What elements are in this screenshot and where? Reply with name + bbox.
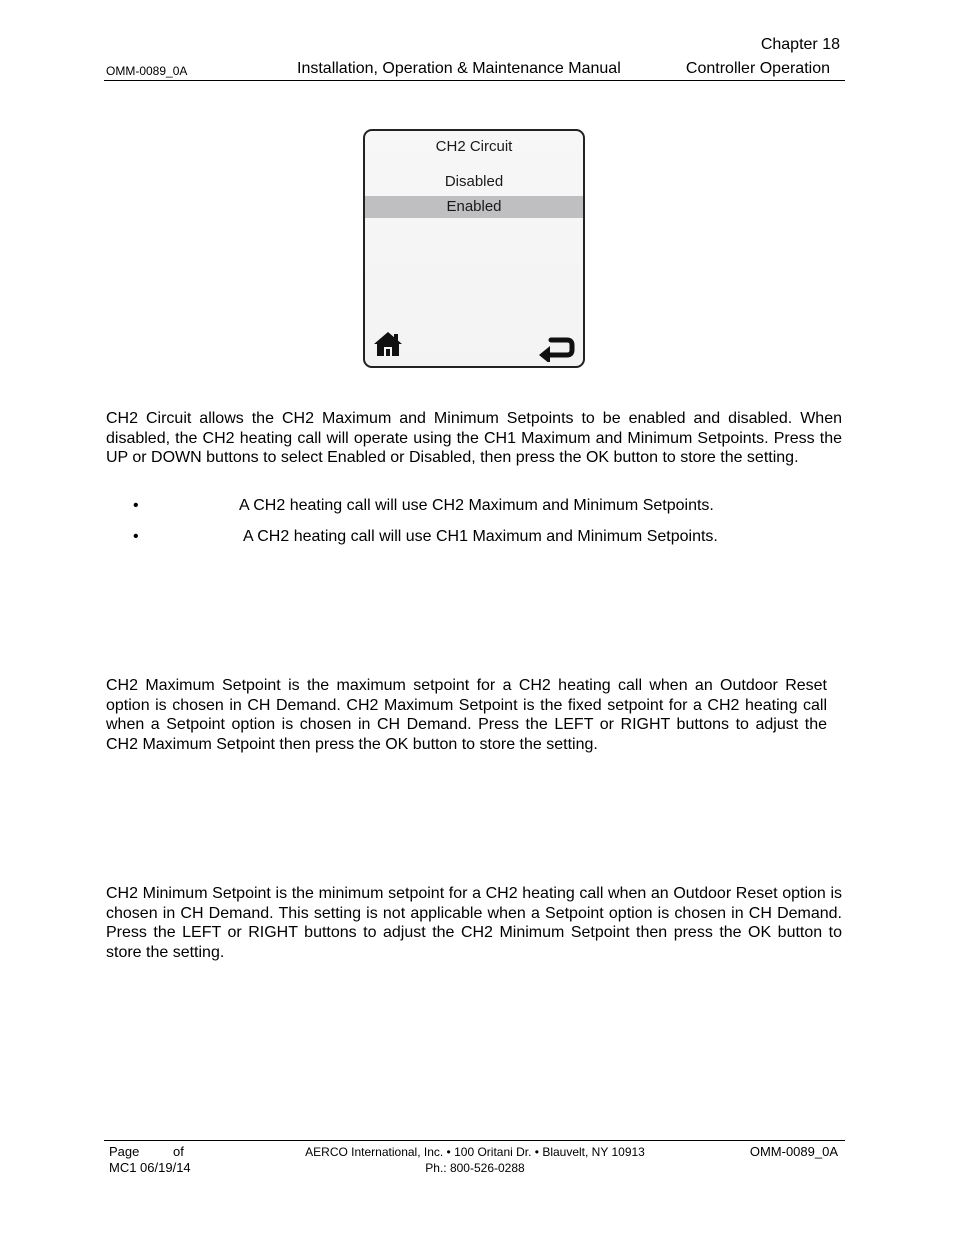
chapter-label: Chapter 18 xyxy=(760,36,840,53)
section-title: Controller Operation xyxy=(685,60,830,77)
footer-doc-number: OMM-0089_0A xyxy=(749,1144,838,1159)
option-disabled: Disabled xyxy=(444,173,504,190)
option-enabled-selected: Enabled xyxy=(365,196,583,218)
back-icon xyxy=(537,332,575,362)
footer-divider xyxy=(104,1140,845,1141)
revision-label: MC1 06/19/14 xyxy=(109,1160,191,1175)
ch2-max-setpoint-description: CH2 Maximum Setpoint is the maximum setpoint for a CH2 heating call when an Outdoor Reset option is chosen in CH Demand. CH2 Maximum Setpoint is the fixed setpoint for a CH2 heating call when a Setpoint option is chosen in CH Demand. Press the LEFT or RIGHT buttons to adjust the CH2 Maximum Setpoint then press the OK button to store the setting. xyxy=(106,677,827,753)
home-icon xyxy=(373,330,403,358)
ch2-min-setpoint-description: CH2 Minimum Setpoint is the minimum setpoint for a CH2 heating call when an Outdoor Reset option is chosen in CH Demand. This setting is not applicable when a Setpoint option is chosen in CH Demand. Press the LEFT or RIGHT buttons to adjust the CH2 Minimum Setpoint then press the OK button to store the setting. xyxy=(106,885,842,961)
bullet-marker: • xyxy=(133,497,139,514)
doc-number: OMM-0089_0A xyxy=(106,64,188,78)
bullet-disabled-text: A CH2 heating call will use CH1 Maximum and Minimum Setpoints. xyxy=(243,528,718,545)
ch2-circuit-description: CH2 Circuit allows the CH2 Maximum and Minimum Setpoints to be enabled and disabled. When disabled, the CH2 heating call will operate using the CH1 Maximum and Minimum Setpoints. Press the UP or DOWN buttons to select Enabled or Disabled, then press the OK button to store the setting. xyxy=(106,410,842,466)
bullet-marker: • xyxy=(133,528,139,545)
manual-title: Installation, Operation & Maintenance Manual xyxy=(297,60,621,77)
controller-screen xyxy=(363,129,585,368)
company-address: AERCO International, Inc. • 100 Oritani Dr. • Blauvelt, NY 10913 xyxy=(305,1145,645,1159)
company-phone: Ph.: 800-526-0288 xyxy=(425,1161,525,1175)
page-label: Page xyxy=(109,1144,140,1159)
bullet-enabled-text: A CH2 heating call will use CH2 Maximum and Minimum Setpoints. xyxy=(239,497,714,514)
header-divider xyxy=(104,80,845,81)
page-of-label: of xyxy=(173,1144,184,1159)
screen-title: CH2 Circuit xyxy=(435,138,513,155)
